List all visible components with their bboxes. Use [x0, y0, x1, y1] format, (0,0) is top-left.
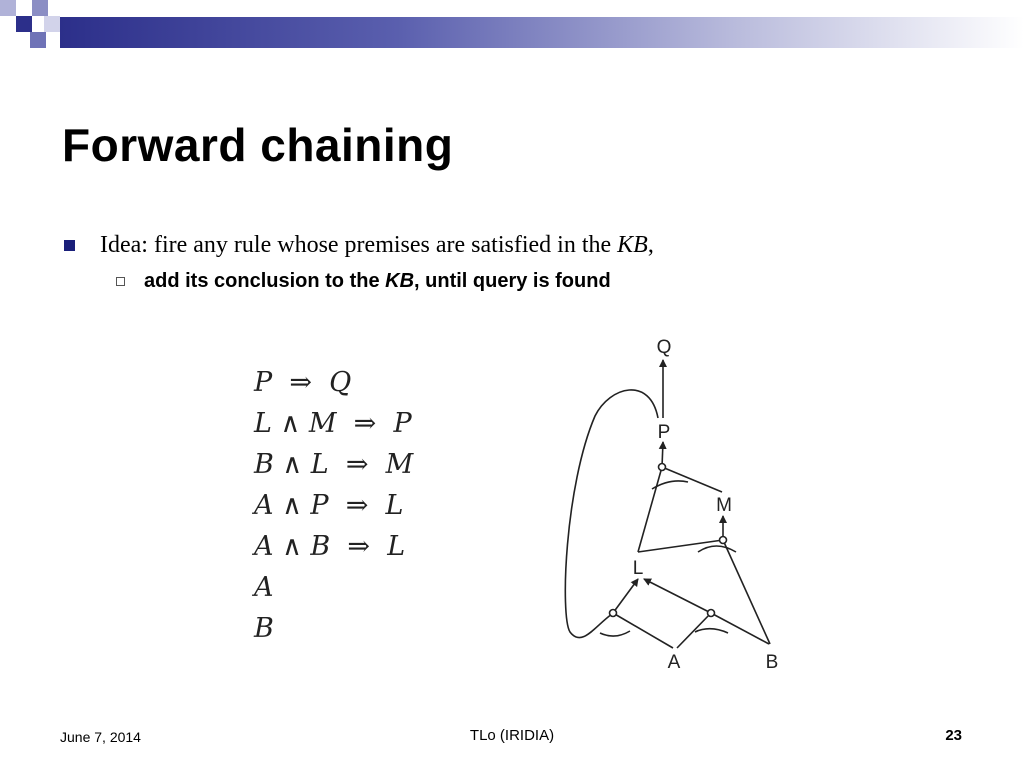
hollow-square-bullet-icon	[116, 277, 125, 286]
and-or-graph-diagram	[540, 326, 800, 678]
header-gradient-bar	[60, 17, 1024, 48]
and-node-p	[659, 464, 666, 471]
and-node-left	[610, 610, 617, 617]
decor-square	[44, 16, 60, 32]
rule-item: B ∧ L ⇒ M	[254, 449, 414, 480]
and-arc-m	[698, 546, 736, 552]
node-label-m: M	[716, 495, 732, 516]
rule-item: A ∧ B ⇒ L	[254, 531, 406, 562]
node-label-q: Q	[656, 337, 672, 358]
edge-a-to-and-left	[613, 613, 673, 648]
edge-and-left-to-l	[613, 579, 638, 613]
and-node-right	[708, 610, 715, 617]
footer-author: TLo (IRIDIA)	[469, 727, 555, 744]
node-label-p: P	[657, 422, 671, 443]
edge-m-to-and-p	[662, 467, 722, 492]
and-arc-right	[695, 629, 728, 633]
decor-square	[32, 0, 48, 16]
rule-item: B	[254, 613, 274, 644]
bullet-idea-text	[100, 232, 654, 259]
rule-list	[254, 362, 413, 649]
node-label-l: L	[632, 558, 644, 579]
sub-bullet-text	[144, 270, 611, 293]
edge-a-to-and-right	[677, 613, 711, 648]
decor-square	[30, 32, 46, 48]
rule-item: A	[254, 572, 274, 603]
sub-bullet-text-end: , until query is found	[414, 270, 611, 292]
rule-item: A ∧ P ⇒ L	[254, 490, 404, 521]
kb-term: KB	[385, 270, 415, 292]
square-bullet-icon	[64, 240, 75, 251]
edge-and-right-to-l	[644, 579, 711, 613]
and-arc-left	[600, 631, 630, 636]
edge-b-to-and-right	[711, 613, 769, 644]
bullet-item-idea	[64, 232, 654, 259]
edge-b-to-and-m	[723, 540, 770, 644]
slide-title: Forward chaining	[62, 119, 454, 171]
bullet-idea-text-start: Idea: fire any rule whose premises are satisfied in the	[100, 232, 618, 258]
node-label-a: A	[667, 652, 681, 673]
header-decoration	[0, 0, 1024, 48]
rule-item: P ⇒ Q	[254, 367, 352, 398]
sub-bullet-text-start: add its conclusion to the	[144, 270, 386, 292]
sub-bullet-item-conclusion	[116, 270, 611, 293]
rule-item: L ∧ M ⇒ P	[254, 408, 412, 439]
decor-square	[0, 0, 16, 16]
and-node-m	[720, 537, 727, 544]
edge-loop-p	[565, 390, 658, 638]
bullet-idea-text-end: ,	[647, 232, 654, 258]
slide-number: 23	[945, 727, 962, 744]
footer-date: June 7, 2014	[60, 729, 141, 745]
edge-l-to-and-p	[638, 467, 662, 552]
decor-square	[16, 16, 32, 32]
node-label-b: B	[765, 652, 779, 673]
kb-term: KB	[617, 232, 648, 258]
